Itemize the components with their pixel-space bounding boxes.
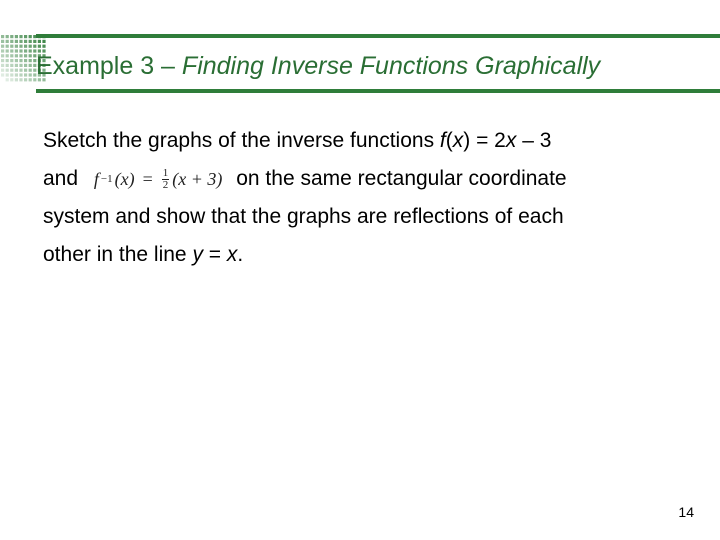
body-text	[43, 122, 683, 274]
math-f: f	[439, 129, 446, 152]
title-rest: Finding Inverse Functions Graphically	[181, 52, 601, 80]
text-segment: .	[237, 243, 244, 267]
text-segment: other in the line	[43, 243, 193, 267]
math-x: x	[452, 129, 464, 152]
bottom-rule	[36, 89, 720, 93]
math-y: y	[192, 243, 203, 267]
body-line-1	[43, 122, 683, 160]
math-x: x	[505, 129, 517, 152]
math-arg: (x)	[114, 169, 135, 190]
math-f: f	[93, 169, 99, 190]
body-line-2	[43, 160, 683, 198]
slide-title	[36, 50, 600, 82]
text-segment: on the same rectangular coordinate	[236, 167, 567, 190]
page-number: 14	[678, 504, 694, 520]
fraction-numerator: 1	[162, 166, 169, 179]
body-line-3: system and show that the graphs are reflections of each	[43, 205, 564, 229]
text-segment: and	[43, 167, 79, 190]
text-segment: Sketch the graphs of the inverse functions	[43, 129, 440, 152]
top-rule	[36, 34, 720, 38]
math-equals: =	[142, 169, 153, 190]
inverse-function-formula	[94, 160, 223, 198]
text-segment: ) = 2	[463, 129, 506, 152]
math-x: x	[226, 243, 238, 267]
body-line-4	[43, 236, 683, 274]
math-superscript: −1	[100, 173, 113, 186]
text-segment: – 3	[516, 129, 552, 152]
text-segment: (	[445, 129, 453, 152]
fraction-denominator: 2	[162, 178, 169, 191]
math-expression: (x + 3)	[172, 169, 223, 190]
title-lead: Example 3 –	[36, 52, 182, 80]
text-segment: =	[202, 243, 227, 267]
math-fraction	[162, 168, 170, 191]
